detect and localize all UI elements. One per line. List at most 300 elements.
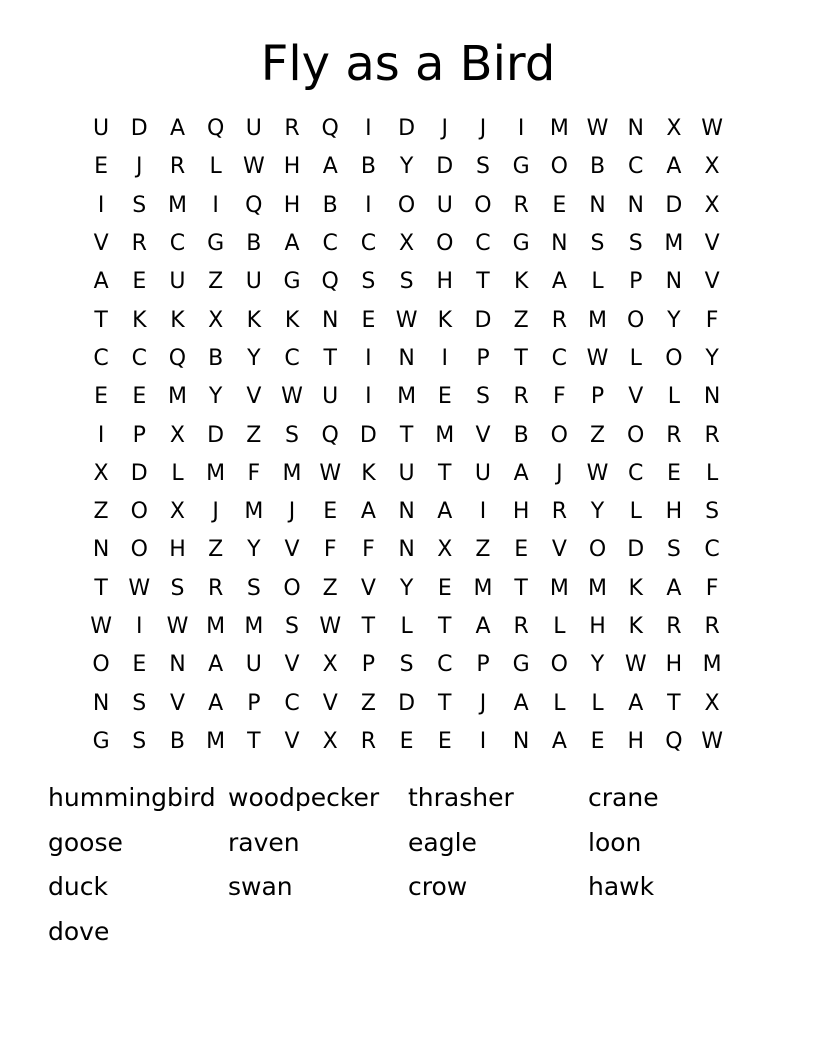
grid-letter[interactable]: M xyxy=(282,460,302,486)
word-list-item: crane xyxy=(588,783,659,812)
grid-letter[interactable]: L xyxy=(553,690,566,716)
grid-letter[interactable]: T xyxy=(94,307,108,333)
grid-letter[interactable]: V xyxy=(322,690,338,716)
grid-letter[interactable]: K xyxy=(132,307,147,333)
grid-letter[interactable]: A xyxy=(666,575,682,601)
grid-letter[interactable]: H xyxy=(665,652,683,678)
grid-letter[interactable]: P xyxy=(132,422,146,448)
grid-letter[interactable]: C xyxy=(628,460,644,486)
grid-letter[interactable]: W xyxy=(166,614,189,639)
grid-letter[interactable]: J xyxy=(479,116,487,142)
grid-letter[interactable]: I xyxy=(441,345,449,371)
grid-letter[interactable]: V xyxy=(169,690,185,716)
grid-letter[interactable]: S xyxy=(628,231,643,257)
grid-letter[interactable]: W xyxy=(624,652,647,678)
grid-letter[interactable]: R xyxy=(513,192,529,218)
grid-letter[interactable]: X xyxy=(208,307,224,333)
grid-letter[interactable]: V xyxy=(475,422,491,448)
grid-letter[interactable]: U xyxy=(93,116,110,142)
grid-letter[interactable]: K xyxy=(361,460,376,486)
grid-letter[interactable]: D xyxy=(398,116,416,142)
grid-letter[interactable]: Z xyxy=(475,537,491,563)
grid-letter[interactable]: V xyxy=(93,231,109,257)
grid-letter[interactable]: Y xyxy=(399,575,414,601)
grid-letter[interactable]: U xyxy=(245,116,262,142)
grid-letter[interactable]: R xyxy=(704,422,720,448)
grid-letter[interactable]: Y xyxy=(247,537,261,563)
grid-letter[interactable]: M xyxy=(588,307,608,333)
grid-letter[interactable]: M xyxy=(473,575,493,601)
grid-letter[interactable]: H xyxy=(169,537,186,563)
grid-letter[interactable]: I xyxy=(517,116,525,142)
grid-letter[interactable]: W xyxy=(128,575,151,601)
grid-letter[interactable]: J xyxy=(556,460,563,486)
grid-letter[interactable]: A xyxy=(284,231,300,257)
grid-letter[interactable]: U xyxy=(245,269,262,295)
grid-letter[interactable]: T xyxy=(94,575,108,601)
grid-letter[interactable]: Q xyxy=(206,116,225,142)
grid-letter[interactable]: Z xyxy=(93,499,109,525)
grid-letter[interactable]: C xyxy=(360,231,377,257)
grid-letter[interactable]: S xyxy=(246,575,261,601)
grid-letter[interactable]: S xyxy=(590,231,605,257)
grid-letter[interactable]: R xyxy=(551,307,567,333)
grid-letter[interactable]: Y xyxy=(705,345,719,371)
grid-letter[interactable]: L xyxy=(209,154,222,180)
grid-letter[interactable]: Z xyxy=(360,690,376,716)
grid-letter[interactable]: N xyxy=(703,384,721,410)
grid-letter[interactable]: X xyxy=(93,460,109,486)
grid-letter[interactable]: E xyxy=(514,537,529,563)
grid-letter[interactable]: C xyxy=(551,345,568,371)
grid-letter[interactable]: A xyxy=(93,269,109,295)
grid-letter[interactable]: V xyxy=(284,537,300,563)
grid-letter[interactable]: A xyxy=(437,499,453,525)
grid-letter[interactable]: O xyxy=(588,537,607,563)
grid-letter[interactable]: W xyxy=(701,116,723,142)
word-list-item: woodpecker xyxy=(228,783,380,812)
grid-letter[interactable]: F xyxy=(362,537,375,563)
grid-letter[interactable]: U xyxy=(398,460,415,486)
grid-letter[interactable]: I xyxy=(97,422,105,448)
grid-letter[interactable]: G xyxy=(512,154,530,180)
grid-letter[interactable]: C xyxy=(284,345,300,371)
grid-letter[interactable]: V xyxy=(246,384,262,410)
word-list-item: hummingbird xyxy=(48,783,216,812)
grid-letter[interactable]: L xyxy=(591,690,604,716)
grid-letter[interactable]: T xyxy=(667,690,681,716)
grid-letter[interactable]: R xyxy=(208,575,224,601)
grid-letter[interactable]: M xyxy=(435,422,455,448)
grid-letter[interactable]: I xyxy=(136,614,143,639)
grid-letter[interactable]: O xyxy=(550,154,568,180)
grid-letter[interactable]: Y xyxy=(590,652,605,678)
grid-letter[interactable]: Q xyxy=(665,728,683,754)
grid-letter[interactable]: X xyxy=(704,690,720,716)
grid-letter[interactable]: M xyxy=(244,614,264,639)
grid-letter[interactable]: Q xyxy=(168,345,187,371)
grid-letter[interactable]: G xyxy=(512,231,530,257)
word-list-item: thrasher xyxy=(408,783,514,812)
grid-letter[interactable]: K xyxy=(628,575,643,601)
grid-letter[interactable]: T xyxy=(476,269,490,295)
grid-letter[interactable]: F xyxy=(247,460,261,486)
grid-letter[interactable]: A xyxy=(551,728,567,754)
grid-letter[interactable]: A xyxy=(169,116,185,142)
grid-letter[interactable]: E xyxy=(552,192,567,218)
grid-letter[interactable]: T xyxy=(361,614,376,639)
grid-letter[interactable]: E xyxy=(132,652,147,678)
grid-letter[interactable]: O xyxy=(130,499,148,525)
grid-letter[interactable]: D xyxy=(665,192,683,218)
grid-letter[interactable]: H xyxy=(589,614,606,639)
grid-letter[interactable]: S xyxy=(399,269,414,295)
grid-row xyxy=(82,684,732,722)
grid-letter[interactable]: E xyxy=(323,499,338,525)
grid-letter[interactable]: Y xyxy=(399,154,414,180)
grid-letter[interactable]: U xyxy=(322,384,339,410)
grid-letter[interactable]: D xyxy=(130,460,148,486)
grid-letter[interactable]: Y xyxy=(590,499,605,525)
grid-letter[interactable]: H xyxy=(436,269,454,295)
grid-letter[interactable]: R xyxy=(704,614,720,639)
grid-letter[interactable]: N xyxy=(92,537,110,563)
grid-letter[interactable]: D xyxy=(207,422,225,448)
grid-letter[interactable]: N xyxy=(398,345,415,371)
grid-letter[interactable]: L xyxy=(171,460,184,486)
grid-letter[interactable]: X xyxy=(437,537,453,563)
grid-letter[interactable]: D xyxy=(436,154,454,180)
grid-letter[interactable]: S xyxy=(170,575,185,601)
grid-letter[interactable]: N xyxy=(627,192,644,218)
grid-letter[interactable]: B xyxy=(513,422,529,448)
grid-letter[interactable]: X xyxy=(666,116,682,142)
grid-letter[interactable]: S xyxy=(399,652,414,678)
grid-letter[interactable]: H xyxy=(283,154,301,180)
grid-letter[interactable]: M xyxy=(397,384,417,410)
grid-letter[interactable]: C xyxy=(131,345,147,371)
grid-letter[interactable]: O xyxy=(436,231,454,257)
grid-letter[interactable]: B xyxy=(360,154,376,180)
grid-letter[interactable]: O xyxy=(397,192,416,218)
grid-letter[interactable]: D xyxy=(398,690,416,716)
grid-letter[interactable]: C xyxy=(704,537,720,563)
grid-letter[interactable]: Z xyxy=(246,422,262,448)
grid-letter[interactable]: S xyxy=(475,154,490,180)
grid-letter[interactable]: W xyxy=(90,614,112,639)
grid-row xyxy=(82,187,732,225)
grid-letter[interactable]: X xyxy=(322,652,338,678)
grid-letter[interactable]: B xyxy=(208,345,224,371)
grid-letter[interactable]: R xyxy=(131,231,147,257)
word-list-item: eagle xyxy=(408,827,477,857)
grid-letter[interactable]: I xyxy=(479,499,487,525)
grid-letter[interactable]: Q xyxy=(321,422,339,448)
grid-letter[interactable]: G xyxy=(207,231,225,257)
grid-letter[interactable]: O xyxy=(550,652,568,678)
grid-letter[interactable]: L xyxy=(553,614,566,639)
grid-letter[interactable]: C xyxy=(437,652,453,678)
grid-letter[interactable]: I xyxy=(97,192,105,218)
word-list-item: raven xyxy=(228,827,300,857)
grid-letter[interactable]: I xyxy=(365,384,372,410)
grid-letter[interactable]: W xyxy=(319,460,342,486)
grid-letter[interactable]: X xyxy=(322,728,338,754)
grid-letter[interactable]: H xyxy=(627,728,644,754)
grid-letter[interactable]: J xyxy=(212,499,219,525)
grid-letter[interactable]: K xyxy=(628,614,643,639)
grid-letter[interactable]: E xyxy=(666,460,681,486)
grid-letter[interactable]: O xyxy=(550,422,568,448)
grid-letter[interactable]: Z xyxy=(322,575,338,601)
grid-letter[interactable]: R xyxy=(513,614,529,639)
grid-letter[interactable]: W xyxy=(242,154,265,180)
grid-letter[interactable]: T xyxy=(438,460,452,486)
grid-letter[interactable]: A xyxy=(475,614,491,639)
grid-letter[interactable]: B xyxy=(589,154,606,180)
grid-letter[interactable]: A xyxy=(360,499,376,525)
grid-letter[interactable]: J xyxy=(441,116,449,142)
grid-letter[interactable]: I xyxy=(479,728,487,754)
grid-letter[interactable]: S xyxy=(285,614,300,639)
grid-letter[interactable]: T xyxy=(438,614,452,639)
grid-letter[interactable]: H xyxy=(512,499,530,525)
grid-letter[interactable]: V xyxy=(551,537,567,563)
grid-letter[interactable]: Z xyxy=(208,537,224,563)
grid-row xyxy=(82,455,732,493)
grid-letter[interactable]: U xyxy=(474,460,492,486)
grid-letter[interactable]: C xyxy=(628,154,644,180)
grid-letter[interactable]: A xyxy=(666,154,682,180)
grid-letter[interactable]: A xyxy=(208,690,224,716)
grid-letter[interactable]: N xyxy=(551,231,568,257)
grid-letter[interactable]: U xyxy=(245,652,262,678)
grid-letter[interactable]: R xyxy=(666,614,682,639)
grid-letter[interactable]: X xyxy=(169,499,185,525)
grid-letter[interactable]: S xyxy=(475,384,490,410)
word-list-item: goose xyxy=(48,827,123,857)
grid-letter[interactable]: L xyxy=(629,345,642,371)
grid-letter[interactable]: N xyxy=(398,499,415,525)
grid-letter[interactable]: H xyxy=(665,499,683,525)
grid-letter[interactable]: Q xyxy=(321,116,339,142)
grid-letter[interactable]: D xyxy=(359,422,377,448)
grid-letter[interactable]: M xyxy=(664,231,684,257)
grid-letter[interactable]: S xyxy=(666,537,681,563)
grid-letter[interactable]: V xyxy=(284,652,300,678)
grid-letter[interactable]: M xyxy=(244,499,264,525)
grid-letter[interactable]: K xyxy=(513,269,529,295)
grid-letter[interactable]: M xyxy=(206,460,226,486)
grid-letter[interactable]: R xyxy=(513,384,529,410)
grid-letter[interactable]: K xyxy=(284,307,300,333)
grid-letter[interactable]: F xyxy=(705,575,719,601)
grid-letter[interactable]: K xyxy=(246,307,262,333)
grid-letter[interactable]: M xyxy=(167,192,187,218)
grid-letter[interactable]: Q xyxy=(321,269,339,295)
grid-letter[interactable]: Y xyxy=(247,345,261,371)
grid-letter[interactable]: E xyxy=(94,384,109,410)
grid-letter[interactable]: U xyxy=(436,192,453,218)
grid-letter[interactable]: J xyxy=(136,154,143,180)
grid-letter[interactable]: C xyxy=(322,231,338,257)
grid-letter[interactable]: A xyxy=(551,269,567,295)
grid-letter[interactable]: D xyxy=(130,116,148,142)
grid-letter[interactable]: E xyxy=(132,269,147,295)
grid-letter[interactable]: P xyxy=(476,345,490,371)
grid-letter[interactable]: S xyxy=(132,728,147,754)
grid-letter[interactable]: E xyxy=(590,728,605,754)
grid-letter[interactable]: M xyxy=(206,728,226,754)
grid-letter[interactable]: P xyxy=(590,384,605,410)
grid-letter[interactable]: V xyxy=(360,575,376,601)
grid-letter[interactable]: F xyxy=(553,384,566,410)
grid-letter[interactable]: W xyxy=(319,614,342,639)
grid-letter[interactable]: F xyxy=(705,307,719,333)
grid-letter[interactable]: R xyxy=(666,422,682,448)
grid-letter[interactable]: O xyxy=(283,575,301,601)
grid-letter[interactable]: N xyxy=(512,728,530,754)
grid-letter[interactable]: L xyxy=(591,269,604,295)
grid-letter[interactable]: X xyxy=(399,231,415,257)
grid-letter[interactable]: V xyxy=(628,384,644,410)
grid-letter[interactable]: M xyxy=(167,384,187,410)
grid-letter[interactable]: O xyxy=(474,192,492,218)
grid-letter[interactable]: L xyxy=(629,499,642,525)
grid-letter[interactable]: S xyxy=(285,422,300,448)
grid-letter[interactable]: F xyxy=(323,537,337,563)
grid-letter[interactable]: O xyxy=(130,537,148,563)
grid-letter[interactable]: S xyxy=(132,192,147,218)
grid-letter[interactable]: A xyxy=(513,460,529,486)
grid-letter[interactable]: O xyxy=(92,652,110,678)
grid-letter[interactable]: A xyxy=(513,690,529,716)
grid-letter[interactable]: Y xyxy=(208,384,223,410)
grid-letter[interactable]: N xyxy=(169,652,186,678)
grid-letter[interactable]: O xyxy=(665,345,683,371)
grid-letter[interactable]: C xyxy=(284,690,300,716)
grid-letter[interactable]: D xyxy=(474,307,492,333)
grid-letter[interactable]: E xyxy=(399,728,414,754)
grid-letter[interactable]: Q xyxy=(245,192,263,218)
grid-letter[interactable]: S xyxy=(705,499,720,525)
grid-letter[interactable]: C xyxy=(169,231,186,257)
grid-letter[interactable]: U xyxy=(169,269,186,295)
grid-letter[interactable]: B xyxy=(246,231,262,257)
grid-letter[interactable]: W xyxy=(701,728,723,754)
grid-letter[interactable]: P xyxy=(361,652,376,678)
grid-letter[interactable]: V xyxy=(704,269,720,295)
grid-letter[interactable]: I xyxy=(212,192,219,218)
grid-letter[interactable]: N xyxy=(589,192,606,218)
grid-letter[interactable]: T xyxy=(399,422,414,448)
grid-letter[interactable]: W xyxy=(586,116,609,142)
grid-letter[interactable]: P xyxy=(247,690,261,716)
grid-letter[interactable]: A xyxy=(322,154,338,180)
grid-letter[interactable]: R xyxy=(169,154,186,180)
grid-letter[interactable]: V xyxy=(704,231,720,257)
grid-letter[interactable]: W xyxy=(586,345,609,371)
grid-letter[interactable]: Z xyxy=(208,269,224,295)
grid-letter[interactable]: M xyxy=(702,652,722,678)
grid-letter[interactable]: S xyxy=(132,690,147,716)
grid-letter[interactable]: W xyxy=(586,460,609,486)
grid-letter[interactable]: T xyxy=(323,345,337,371)
grid-letter[interactable]: T xyxy=(514,575,528,601)
grid-letter[interactable]: D xyxy=(627,537,645,563)
grid-letter[interactable]: W xyxy=(281,384,303,410)
grid-letter[interactable]: Y xyxy=(667,307,681,333)
grid-letter[interactable]: G xyxy=(512,652,530,678)
grid-letter[interactable]: J xyxy=(288,499,296,525)
grid-letter[interactable]: X xyxy=(704,154,720,180)
grid-letter[interactable]: M xyxy=(588,575,608,601)
grid-letter[interactable]: I xyxy=(365,192,372,218)
grid-letter[interactable]: N xyxy=(398,537,415,563)
grid-letter[interactable]: J xyxy=(479,690,487,716)
grid-letter[interactable]: P xyxy=(629,269,643,295)
grid-letter[interactable]: M xyxy=(549,116,569,142)
grid-letter[interactable]: Z xyxy=(589,422,606,448)
grid-letter[interactable]: G xyxy=(92,728,110,754)
grid-letter[interactable]: K xyxy=(170,307,185,333)
word-list-item: hawk xyxy=(588,872,655,901)
grid-letter[interactable]: K xyxy=(437,307,452,333)
grid-letter[interactable]: E xyxy=(437,384,452,410)
grid-letter[interactable]: S xyxy=(361,269,376,295)
grid-letter[interactable]: G xyxy=(283,269,301,295)
grid-letter[interactable]: M xyxy=(549,575,569,601)
grid-letter[interactable]: E xyxy=(132,384,147,410)
grid-letter[interactable]: R xyxy=(284,116,300,142)
grid-letter[interactable]: L xyxy=(400,614,413,639)
grid-letter[interactable]: A xyxy=(628,690,644,716)
grid-letter[interactable]: N xyxy=(665,269,683,295)
grid-letter[interactable]: P xyxy=(476,652,490,678)
grid-letter[interactable]: E xyxy=(437,728,452,754)
grid-letter[interactable]: N xyxy=(92,690,110,716)
grid-letter[interactable]: E xyxy=(437,575,452,601)
grid-letter[interactable]: T xyxy=(247,728,261,754)
grid-letter[interactable]: L xyxy=(705,460,719,486)
grid-letter[interactable]: R xyxy=(360,728,377,754)
grid-letter[interactable]: E xyxy=(94,154,109,180)
grid-letter[interactable]: T xyxy=(438,690,452,716)
grid-letter[interactable]: R xyxy=(551,499,567,525)
grid-letter[interactable]: O xyxy=(627,422,645,448)
grid-letter[interactable]: M xyxy=(206,614,226,639)
grid-letter[interactable]: L xyxy=(667,384,681,410)
grid-letter[interactable]: B xyxy=(322,192,338,218)
grid-letter[interactable]: C xyxy=(93,345,109,371)
grid-letter[interactable]: C xyxy=(475,231,491,257)
grid-letter[interactable]: N xyxy=(627,116,644,142)
grid-letter[interactable]: Z xyxy=(513,307,529,333)
grid-letter[interactable]: I xyxy=(365,116,372,142)
grid-letter[interactable]: O xyxy=(627,307,645,333)
grid-letter[interactable]: E xyxy=(361,307,376,333)
grid-letter[interactable]: X xyxy=(704,192,720,218)
grid-letter[interactable]: T xyxy=(514,345,528,371)
grid-letter[interactable]: H xyxy=(283,192,301,218)
grid-letter[interactable]: I xyxy=(365,345,372,371)
grid-letter[interactable]: W xyxy=(395,307,418,333)
grid-letter[interactable]: B xyxy=(169,728,186,754)
grid-letter[interactable]: X xyxy=(169,422,185,448)
grid-letter[interactable]: A xyxy=(208,652,224,678)
grid-letter[interactable]: V xyxy=(284,728,300,754)
grid-letter[interactable]: N xyxy=(321,307,339,333)
